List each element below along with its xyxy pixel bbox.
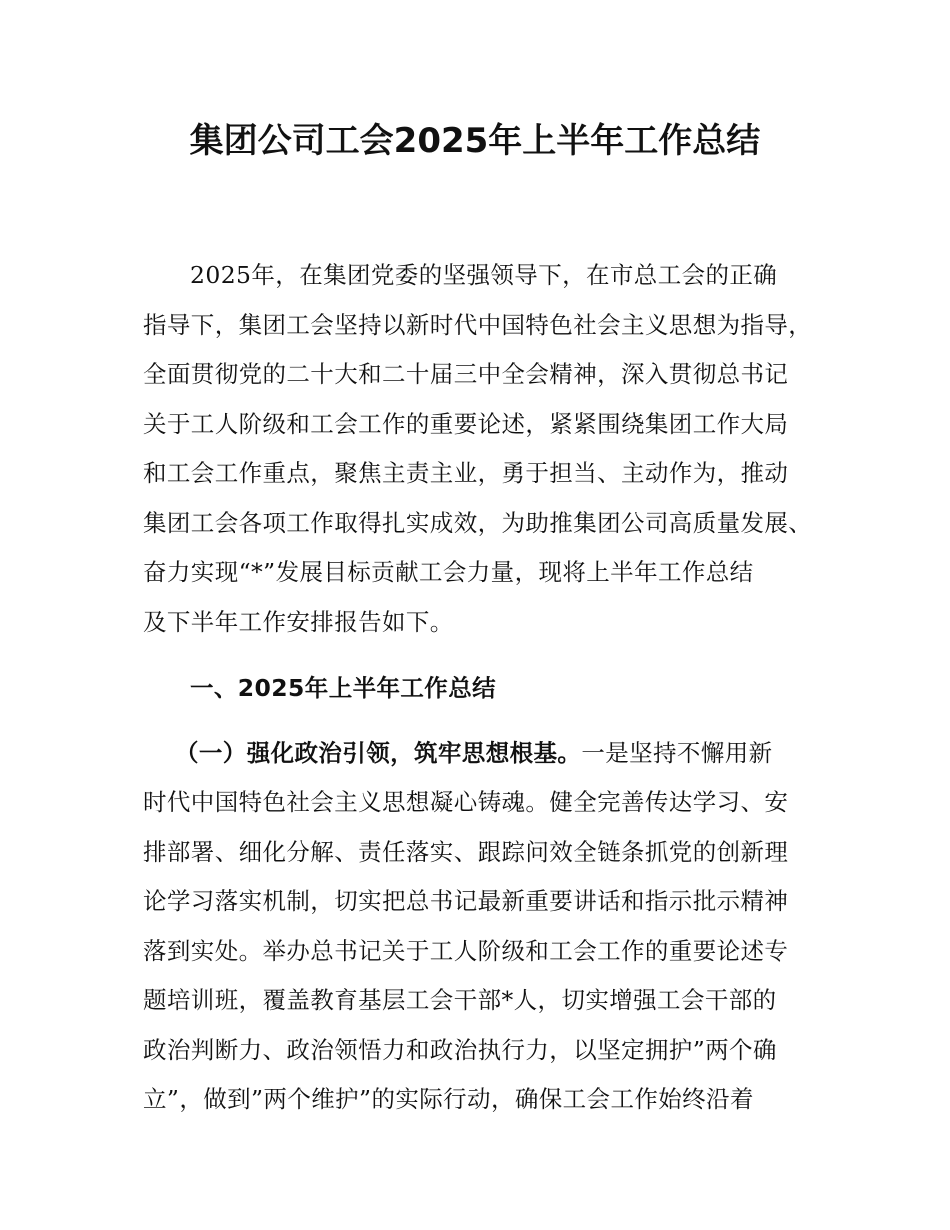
intro-line-4: 关于工人阶级和工会工作的重要论述，紧紧围绕集团工作大局: [143, 410, 789, 438]
document-title: 集团公司工会2025年上半年工作总结: [189, 121, 761, 161]
intro-line-6: 集团工会各项工作取得扎实成效，为助推集团公司高质量发展、: [143, 509, 813, 537]
intro-line-3: 全面贯彻党的二十大和二十届三中全会精神，深入贯彻总书记: [143, 360, 789, 388]
subsection-first-line: [175, 737, 773, 769]
section-heading: 一、2025年上半年工作总结: [190, 674, 497, 702]
subsection-line-6: 题培训班，覆盖教育基层工会干部*人，切实增强工会干部的: [143, 986, 777, 1014]
intro-line-7: 奋力实现“*”发展目标贡献工会力量，现将上半年工作总结: [143, 558, 754, 586]
subsection-title: （一）强化政治引领，筑牢思想根基。: [175, 739, 582, 767]
intro-line-8: 及下半年工作安排报告如下。: [143, 608, 454, 636]
intro-line-2: 指导下，集团工会坚持以新时代中国特色社会主义思想为指导，: [143, 311, 813, 339]
subsection-line-2: 时代中国特色社会主义思想凝心铸魂。健全完善传达学习、安: [143, 788, 789, 816]
subsection-line-3: 排部署、细化分解、责任落实、跟踪问效全链条抓党的创新理: [143, 838, 789, 866]
intro-line-1: 2025年，在集团党委的坚强领导下，在市总工会的正确: [190, 261, 778, 289]
subsection-line-4: 论学习落实机制，切实把总书记最新重要讲话和指示批示精神: [143, 887, 789, 915]
intro-line-5: 和工会工作重点，聚焦主责主业，勇于担当、主动作为，推动: [143, 459, 789, 487]
subsection-first-rest: 一是坚持不懈用新: [581, 739, 773, 767]
subsection-line-7: 政治判断力、政治领悟力和政治执行力，以坚定拥护”两个确: [143, 1036, 777, 1064]
subsection-line-8: 立”，做到”两个维护”的实际行动，确保工会工作始终沿着: [143, 1085, 754, 1113]
subsection-line-5: 落到实处。举办总书记关于工人阶级和工会工作的重要论述专: [143, 937, 789, 965]
